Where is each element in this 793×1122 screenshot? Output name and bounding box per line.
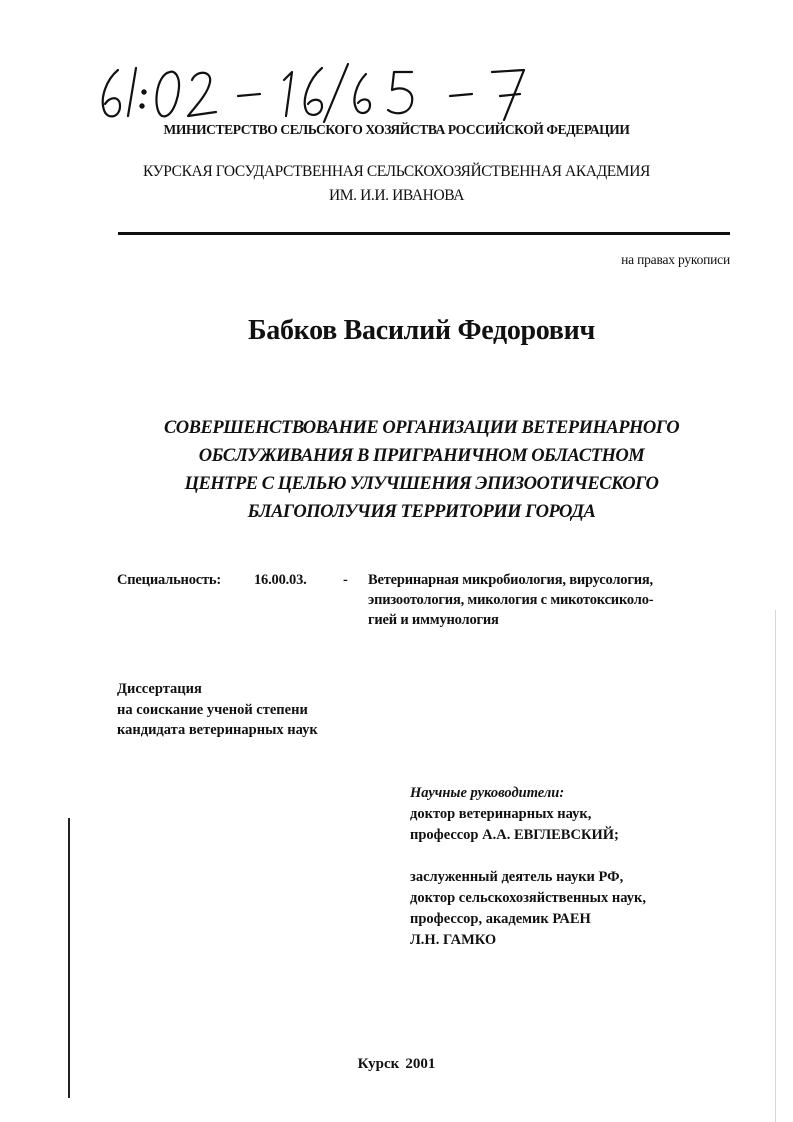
supervisor-spacer [410, 846, 646, 867]
handwritten-archive-number [96, 58, 536, 128]
title-line: СОВЕРШЕНСТВОВАНИЕ ОРГАНИЗАЦИИ ВЕТЕРИНАРНОГО [163, 418, 680, 438]
supervisor-line: Л.Н. ГАМКО [410, 932, 497, 948]
title-line: ЦЕНТРЕ С ЦЕЛЬЮ УЛУЧШЕНИЯ ЭПИЗООТИЧЕСКОГО [184, 474, 659, 494]
supervisor-line: профессор А.А. ЕВГЛЕВСКИЙ; [410, 827, 619, 843]
handwritten-number-drawing [96, 58, 536, 128]
specialty-line: гией и иммунология [368, 612, 499, 628]
supervisor-line: заслуженный деятель науки РФ, [410, 869, 624, 885]
supervisor-line: профессор, академик РАЕН [410, 911, 591, 927]
degree-line: Диссертация [117, 681, 202, 697]
academy-name-line2: ИМ. И.И. ИВАНОВА [328, 187, 465, 204]
degree-statement [117, 679, 318, 741]
year: 2001 [405, 1056, 436, 1072]
specialty-dash: - [343, 572, 348, 588]
academy-name-line1: КУРСКАЯ ГОСУДАРСТВЕННАЯ СЕЛЬСКОХОЗЯЙСТВЕННАЯ АКАДЕМИЯ [143, 163, 650, 180]
supervisor-line: доктор ветеринарных наук, [410, 806, 592, 822]
scientific-supervisors [410, 783, 646, 951]
specialty-label: Специальность: [117, 572, 222, 588]
header-divider [118, 232, 730, 235]
specialty-line: Ветеринарная микробиология, вирусология, [368, 572, 653, 588]
degree-line: на соискание ученой степени [117, 701, 308, 718]
author-name: Бабков Василий Федорович [248, 315, 595, 346]
specialty-line: эпизоотология, микология с микотоксиколо- [368, 592, 654, 608]
degree-line: кандидата ветеринарных наук [117, 722, 318, 738]
specialty-description [368, 570, 740, 630]
dissertation-title [0, 414, 793, 526]
specialty-code: 16.00.03. [254, 572, 307, 588]
place-and-year [0, 1056, 793, 1073]
academy-heading [0, 160, 793, 208]
supervisor-line: доктор сельскохозяйственных наук, [410, 890, 646, 906]
city-name: Курск [357, 1056, 400, 1072]
ministry-heading: МИНИСТЕРСТВО СЕЛЬСКОГО ХОЗЯЙСТВА РОССИЙСКОЙ ФЕДЕРАЦИИ [163, 122, 630, 137]
title-line: ОБСЛУЖИВАНИЯ В ПРИГРАНИЧНОМ ОБЛАСТНОМ [198, 446, 645, 466]
scan-edge-right [775, 610, 776, 1122]
supervisors-heading: Научные руководители: [410, 785, 565, 801]
title-line: БЛАГОПОЛУЧИЯ ТЕРРИТОРИИ ГОРОДА [247, 502, 596, 522]
manuscript-rights-note: на правах рукописи [621, 252, 730, 267]
